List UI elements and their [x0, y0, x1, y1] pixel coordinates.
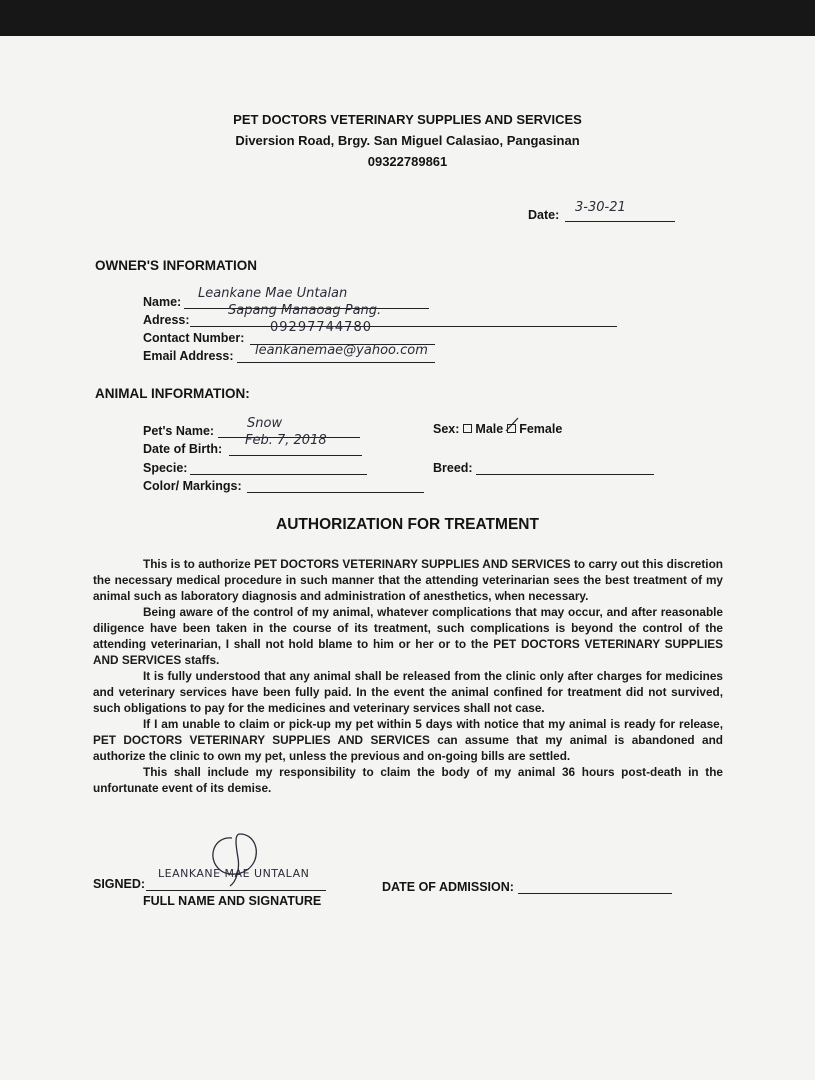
owner-address-value[interactable]: Sapang Manaoag Pang.: [228, 303, 382, 318]
specie-line[interactable]: [190, 474, 367, 475]
company-address: Diversion Road, Brgy. San Miguel Calasiao, Pangasinan: [235, 133, 580, 148]
owner-address-label: Adress:: [143, 313, 190, 327]
scan-top-edge: [0, 0, 815, 36]
check-mark-icon: [505, 417, 519, 433]
breed-label: Breed:: [433, 461, 473, 475]
owner-name-label: Name:: [143, 295, 182, 309]
authorization-paragraph: If I am unable to claim or pick-up my pet within 5 days with notice that my animal is ready for release, PET DOCTORS VETERINARY SUPPLIES AND SERVICES can assume that my animal is abandoned and authorize the clinic to own my pet, unless the previous and on-going bills are settled.: [93, 717, 723, 763]
signed-value[interactable]: LEANKANE MAE UNTALAN: [158, 867, 310, 880]
dob-line: [229, 455, 362, 456]
authorization-paragraph: This shall include my responsibility to claim the body of my animal 36 hours post-death in the unfortunate event of its demise.: [93, 765, 723, 795]
admission-date-line[interactable]: [518, 893, 672, 894]
date-value[interactable]: 3-30-21: [575, 200, 626, 215]
authorization-paragraph: Being aware of the control of my animal, whatever complications that may occur, and after reasonable diligence have been taken in the course of its treatment, such complications is beyond the control of the attending veterinarian, I shall not hold blame to him or her or to the PET DOCTORS VETERINARY SUPPLIES AND SERVICES staffs.: [93, 605, 723, 667]
admission-date-label: DATE OF ADMISSION:: [382, 880, 514, 894]
signed-label: SIGNED:: [93, 877, 146, 891]
authorization-title: AUTHORIZATION FOR TREATMENT: [276, 516, 539, 533]
date-label: Date:: [528, 208, 560, 222]
authorization-paragraph: It is fully understood that any animal shall be released from the clinic only after charges for medicines and veterinary services have been fully paid. In the event the animal confined for treatment did not survived, such obligations to pay for the medicines and veterinary services shall not case.: [93, 669, 723, 715]
company-name: PET DOCTORS VETERINARY SUPPLIES AND SERVICES: [233, 112, 582, 127]
pet-name-value[interactable]: Snow: [247, 416, 283, 431]
date-line: [565, 221, 675, 222]
owner-section-heading: OWNER'S INFORMATION: [95, 258, 257, 273]
email-value[interactable]: leankanemae@yahoo.com: [255, 343, 428, 358]
signature-caption: FULL NAME AND SIGNATURE: [143, 894, 322, 908]
male-option-label: Male: [475, 422, 504, 436]
authorization-body: [93, 556, 723, 796]
female-checkbox[interactable]: [507, 424, 516, 433]
animal-section-heading: ANIMAL INFORMATION:: [95, 386, 250, 401]
specie-label: Specie:: [143, 461, 188, 475]
email-label: Email Address:: [143, 349, 234, 363]
breed-line[interactable]: [476, 474, 654, 475]
sex-label: Sex:: [433, 422, 460, 436]
signed-line: [146, 890, 326, 891]
company-phone: 09322789861: [367, 154, 448, 169]
sex-field: [433, 422, 562, 436]
color-markings-label: Color/ Markings:: [143, 479, 242, 493]
dob-value[interactable]: Feb. 7, 2018: [245, 433, 327, 448]
color-markings-line[interactable]: [247, 492, 424, 493]
male-checkbox[interactable]: [463, 424, 472, 433]
female-option-label: Female: [519, 422, 563, 436]
owner-address-line: [190, 326, 617, 327]
pet-name-label: Pet's Name:: [143, 424, 215, 438]
contact-number-label: Contact Number:: [143, 331, 245, 345]
owner-name-value[interactable]: Leankane Mae Untalan: [198, 286, 348, 301]
authorization-paragraph: This is to authorize PET DOCTORS VETERINARY SUPPLIES AND SERVICES to carry out this discretion the necessary medical procedure in such manner that the attending veterinarian sees the best treatment of my animal such as laboratory diagnosis and administration of anesthetics, when necessary.: [93, 557, 723, 603]
email-line: [237, 362, 435, 363]
contact-number-value[interactable]: 09297744780: [270, 320, 372, 335]
dob-label: Date of Birth:: [143, 442, 223, 456]
